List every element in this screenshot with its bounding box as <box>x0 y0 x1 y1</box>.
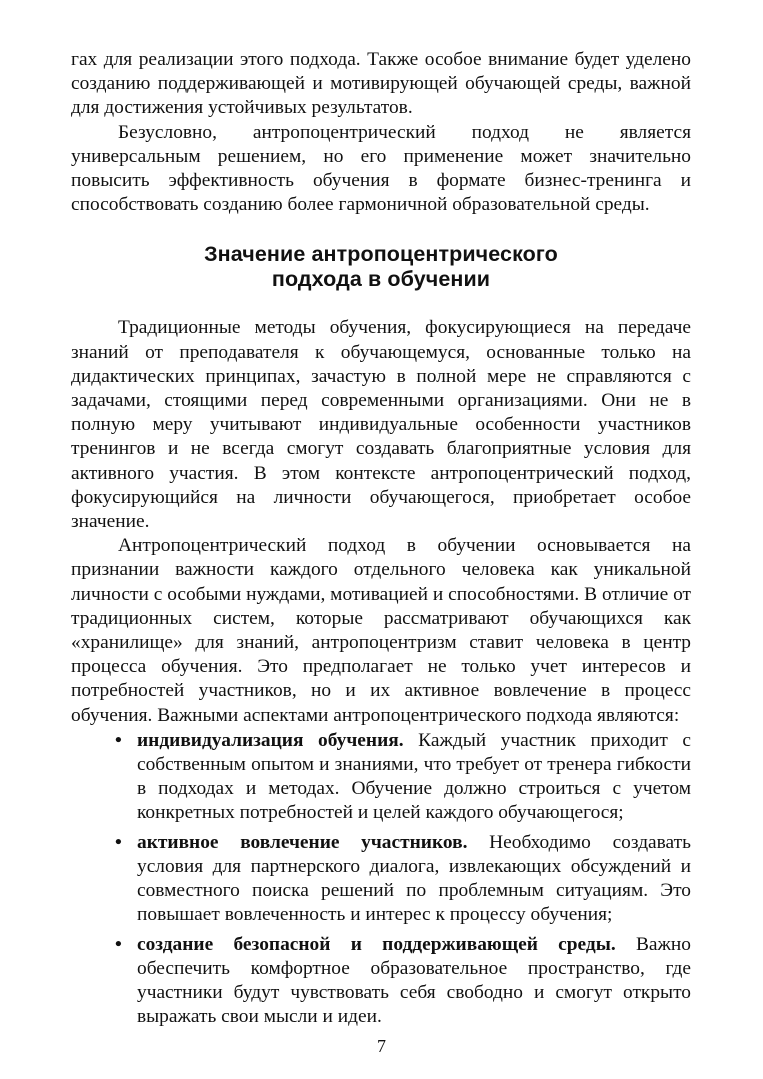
section-paragraph-1: Традиционные методы обучения, фокусирующиеся на передаче знаний от преподавателя к обучающемуся, основанные только на дидактических принципах, зачастую в полной мере не справляются с задачами, стоящими перед современными организациями. Они не в полную меру учитывают индивидуальные особенности участников тренингов и не всегда смогут создавать благоприятные условия для активного участия. В этом контексте антропоцентрический подход, фокусирующийся на личности обучающегося, приобретает особое значение. <box>71 317 691 533</box>
page-body <box>71 48 691 1034</box>
bullet-icon: • <box>115 933 122 955</box>
list-item-text: Важно обеспечить комфортное образовательное пространство, где участники будут чувствовать себя свободно и смогут открыто выражать свои мысли и идеи. <box>137 933 692 1028</box>
list-item <box>71 933 691 1030</box>
list-item-term: создание безопасной и поддерживающей среды. <box>137 933 616 955</box>
section-paragraph-2: Антропоцентрический подход в обучении основывается на признании важности каждого отдельного человека как уникальной личности с особыми нуждами, мотивацией и способностями. В отличие от традиционных систем, которые рассматривают обучающихся как «хранилище» для знаний, антропоцентризм ставит человека в центр процесса обучения. Это предполагает не только учет интересов и потребностей участников, но и их активное вовлечение в процесс обучения. Важными аспектами антропоцентрического подхода являются: <box>71 535 691 726</box>
intro-paragraph-2: Безусловно, антропоцентрический подход не является универсальным решением, но его применение может значительно повысить эффективность обучения в формате бизнес-тренинга и способствовать созданию более гармоничной образовательной среды. <box>71 121 691 216</box>
list-item-term: индивидуализация обучения. <box>137 729 404 751</box>
page-number: 7 <box>377 1036 386 1056</box>
section-heading-line-1: Значение антропоцентрического <box>204 242 558 267</box>
section-heading-line-2: подхода в обучении <box>271 267 491 292</box>
list-item <box>71 729 691 826</box>
list-item-term: активное вовлечение участников. <box>137 831 468 853</box>
list-item <box>71 831 691 928</box>
section-heading <box>71 242 691 292</box>
list-item-text: Каждый участник приходит с собственным опытом и знаниями, что требует от тренера гибкости в подходах и методах. Обучение должно строиться с учетом конкретных потребностей и целей каждого обучающегося; <box>137 729 691 824</box>
list-item-text: Необходимо создавать условия для партнерского диалога, извлекающих обсуждений и совместного поиска решений по проблемным ситуациям. Это повышает вовлеченность и интерес к процессу обучения; <box>137 831 691 926</box>
bullet-icon: • <box>115 831 122 853</box>
bullet-icon: • <box>115 729 122 751</box>
intro-paragraph-1: гах для реализации этого подхода. Также особое внимание будет уделено созданию поддерживающей и мотивирующей обучающей среды, важной для достижения устойчивых результатов. <box>71 49 691 119</box>
aspects-list <box>71 729 691 1029</box>
